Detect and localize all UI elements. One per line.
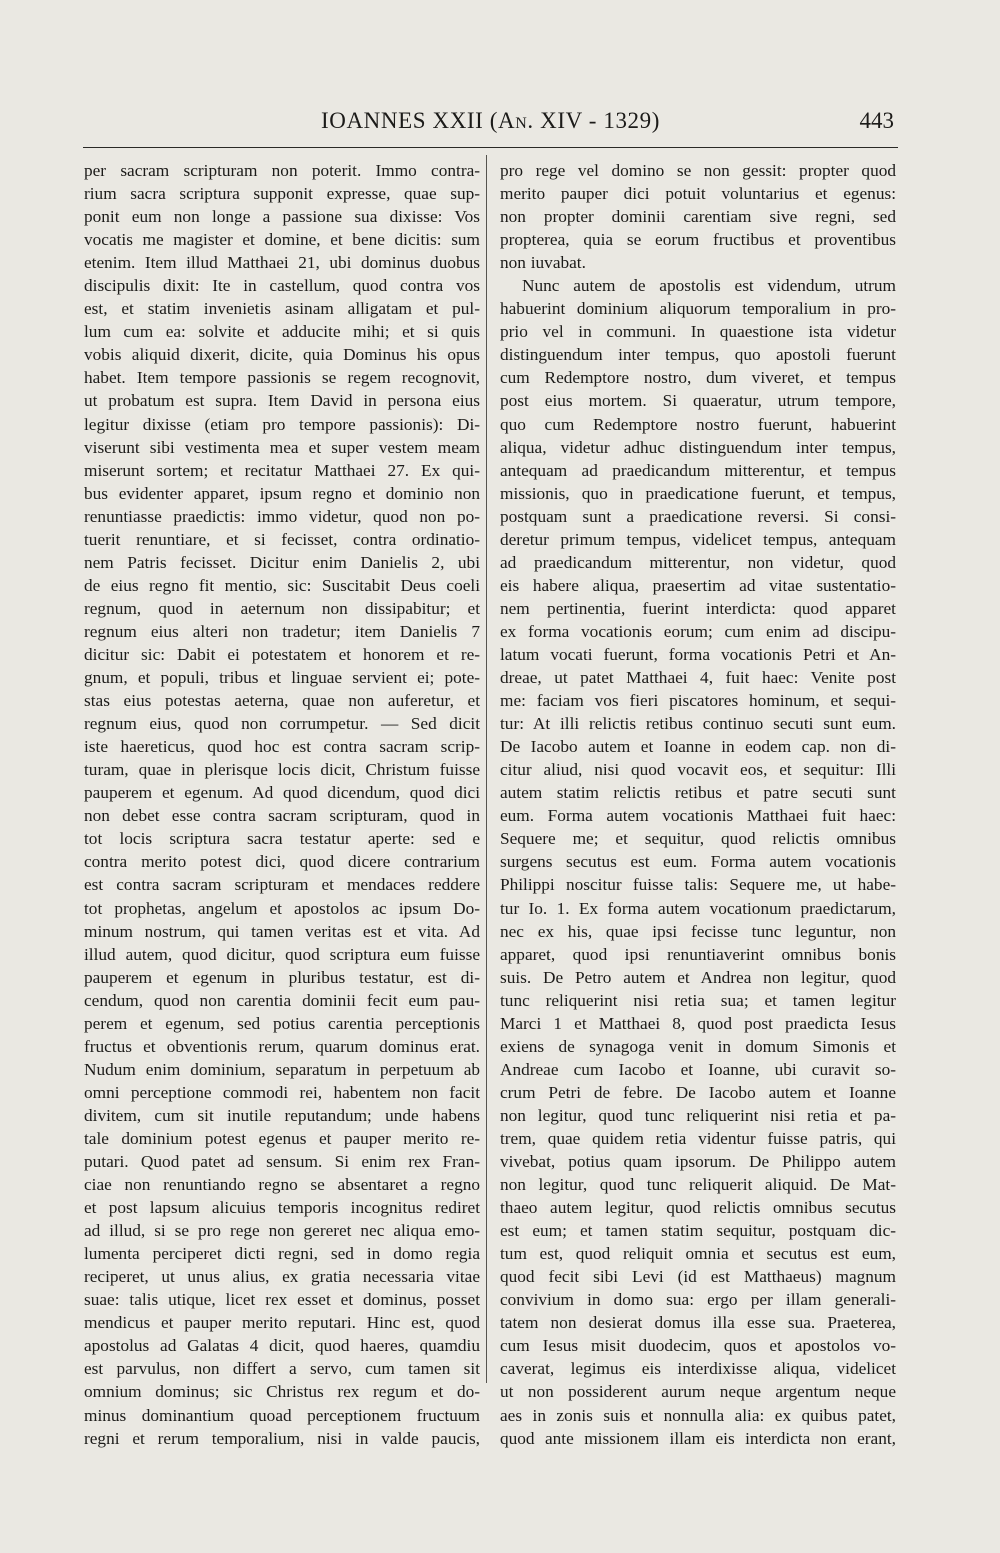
text-line: etenim. Item illud Matthaei 21, ubi dominus duobus — [84, 253, 480, 273]
text-line: minus dominantium quoad perceptionem fructuum — [84, 1405, 480, 1425]
header-rule — [83, 147, 898, 148]
text-line: Nunc autem de apostolis est videndum, utrum — [522, 276, 896, 296]
text-line: eum. Forma autem vocationis Matthaei fuit haec: — [500, 806, 896, 826]
text-line: tunc reliquerint nisi retia sua; et tamen legitur — [500, 990, 896, 1010]
text-line: tur Io. 1. Ex forma autem vocationum praedictarum, — [500, 898, 896, 918]
text-line: lum cum ea: solvite et adducite mihi; et si quis — [84, 322, 480, 342]
text-line: tur: At illi relictis retibus continuo secuti sunt eum. — [500, 714, 896, 734]
text-line: minum nostrum, qui tamen veritas est et vita. Ad — [84, 921, 480, 941]
text-line: est contra sacram scripturam et mendaces reddere — [84, 875, 480, 895]
text-line: habuerint dominium aliquorum temporalium in pro- — [500, 299, 896, 319]
text-line: habet. Item tempore passionis se regem recognovit, — [84, 368, 480, 388]
text-line: renuntiasse praedictis: immo videtur, quod non po- — [84, 506, 480, 526]
text-line: contra merito potest dici, quod dicere contrarium — [84, 852, 480, 872]
text-line: illud autem, quod dicitur, quod scriptura eum fuisse — [84, 944, 480, 964]
text-line: reciperet, ut unus alius, ex gratia necessaria vitae — [84, 1267, 480, 1287]
text-line: merito pauper dici potuit voluntarius et egenus: — [500, 184, 896, 204]
text-line: convivium in domo sua: ergo per illam generali- — [500, 1290, 896, 1310]
text-line: autem statim relictis retibus et patre secuti sunt — [500, 783, 896, 803]
text-line: ad illud, si se pro rege non gereret nec aliqua emo- — [84, 1221, 480, 1241]
text-line: aliqua, videtur adhuc distinguendum inter tempus, — [500, 437, 896, 457]
text-line: dreae, ut patet Matthaei 4, fuit haec: Venite post — [500, 668, 896, 688]
text-line: De Iacobo autem et Ioanne in eodem cap. non di- — [500, 737, 896, 757]
text-line: iste haereticus, quod hoc est contra sacram scrip- — [84, 737, 480, 757]
text-line: ut non possiderent aurum neque argentum neque — [500, 1382, 896, 1402]
text-line: et post lapsum alicuius temporis incognitus rediret — [84, 1198, 480, 1218]
text-line: nem Patris fecisset. Dicitur enim Danielis 2, ubi — [84, 552, 480, 572]
text-line: de eius regno fit mentio, sic: Suscitabit Deus coeli — [84, 575, 480, 595]
text-line: postquam sunt a praedicatione reversi. Si consi- — [500, 506, 896, 526]
text-line: est eum; et tamen statim sequitur, postquam dic- — [500, 1221, 896, 1241]
text-line: citur aliud, nisi quod vocavit eos, et sequitur: Illi — [500, 760, 896, 780]
column-divider — [486, 155, 487, 1383]
text-line: exiens de synagoga venit in domum Simonis et — [500, 1036, 896, 1056]
text-line: Andreae cum Iacobo et Ioanne, ubi curavit so- — [500, 1059, 896, 1079]
text-line: quod fecit sibi Levi (id est Matthaeus) magnum — [500, 1267, 896, 1287]
text-line: non legitur, quod tunc reliquerit aliquid. De Mat- — [500, 1175, 896, 1195]
text-line: tot prophetas, angelum et apostolos ac ipsum Do- — [84, 898, 480, 918]
text-line: dicitur sic: Dabit ei potestatem et honorem et re- — [84, 644, 480, 664]
text-line: non legitur, quod tunc reliquerint nisi retia et pa- — [500, 1105, 896, 1125]
text-line: regnum, quod in aeternum non dissipabitur; et — [84, 598, 480, 618]
text-line: apparet, quod ipsi renuntiaverint omnibus bonis — [500, 944, 896, 964]
text-line: missionis, quo in praedicatione fuerunt, et tempus, — [500, 483, 896, 503]
text-line: Marci 1 et Matthaei 8, quod post praedicta Iesus — [500, 1013, 896, 1033]
right-text-column — [500, 159, 896, 1450]
text-line: rium sacra scriptura supponit expresse, quae sup- — [84, 184, 480, 204]
text-line: regnum eius, quod non corrumpetur. — Sed dicit — [84, 714, 480, 734]
text-line: vivebat, potius quam ipsorum. De Philippo autem — [500, 1152, 896, 1172]
text-line: non iuvabat. — [500, 253, 586, 273]
text-line: ex forma vocationis eorum; cum enim ad discipu- — [500, 621, 896, 641]
text-line: crum Petri de febre. De Iacobo autem et Ioanne — [500, 1082, 896, 1102]
text-line: suae: talis utique, licet rex esset et dominus, posset — [84, 1290, 480, 1310]
text-line: tum est, quod reliquit omnia et secutus est eum, — [500, 1244, 896, 1264]
text-line: cendum, quod non carentia dominii fecit eum pau- — [84, 990, 480, 1010]
text-line: caverat, legimus eis interdixisse aliqua, videlicet — [500, 1359, 896, 1379]
text-line: viserunt sibi vestimenta mea et super vestem meam — [84, 437, 480, 457]
text-line: apostolus ad Galatas 4 dicit, quod haeres, quamdiu — [84, 1336, 480, 1356]
text-line: Nudum enim dominium, separatum in perpetuum ab — [84, 1059, 480, 1079]
text-line: fructus et obventionis rerum, quarum dominus erat. — [84, 1036, 480, 1056]
text-line: thaeo autem legitur, quod relictis omnibus secutus — [500, 1198, 896, 1218]
text-line: latum vocati fuerunt, forma vocationis Petri et An- — [500, 644, 896, 664]
text-line: ponit eum non longe a passione sua dixisse: Vos — [84, 207, 480, 227]
left-text-column — [84, 159, 480, 1450]
text-line: ciae non renuntiando regno se absentaret a regno — [84, 1175, 480, 1195]
text-line: Sequere me; et sequitur, quod relictis omnibus — [500, 829, 896, 849]
text-line: nem pertinentia, fuerint interdicta: quod apparet — [500, 598, 896, 618]
text-line: Philippi noscitur fuisse talis: Sequere me, ut habe- — [500, 875, 896, 895]
text-line: ut probatum est supra. Item David in persona eius — [84, 391, 480, 411]
text-line: cum Redemptore nostro, dum viveret, et tempus — [500, 368, 896, 388]
page-number: 443 — [859, 108, 894, 133]
text-line: pauperem et egenum in pluribus testatur, est di- — [84, 967, 480, 987]
running-title: IOANNES XXII (An. XIV - 1329) — [321, 108, 660, 133]
text-line: non debet esse contra sacram scripturam, quod in — [84, 806, 480, 826]
text-line: omnium dominus; sic Christus rex regum et do- — [84, 1382, 480, 1402]
text-line: quo cum Redemptore nostro fuerunt, habuerint — [500, 414, 896, 434]
text-line: propterea, quia se eorum fructibus et proventibus — [500, 230, 896, 250]
text-line: aes in zonis suis et nonnulla alia: ex quibus patet, — [500, 1405, 896, 1425]
text-line: non propter dominii carentiam sive regni, sed — [500, 207, 896, 227]
page-header — [83, 108, 898, 144]
text-line: prio vel in communi. In quaestione ista videtur — [500, 322, 896, 342]
text-line: tale dominium potest egenus et pauper merito re- — [84, 1128, 480, 1148]
text-line: est, et statim invenietis asinam alligatam et pul- — [84, 299, 480, 319]
text-line: mendicus et pauper merito reputari. Hinc est, quod — [84, 1313, 480, 1333]
text-line: cum Iesus misit duodecim, quos et apostolos vo- — [500, 1336, 896, 1356]
text-line: pauperem et egenum. Ad quod dicendum, quod dici — [84, 783, 480, 803]
text-line: divitem, cum sit inutile reputandum; unde habens — [84, 1105, 480, 1125]
text-line: tot locis scriptura sacra testatur aperte: sed e — [84, 829, 480, 849]
text-line: eis habere aliqua, praesertim ad vitae sustentatio- — [500, 575, 896, 595]
text-line: discipulis dixit: Ite in castellum, quod contra vos — [84, 276, 480, 296]
text-line: stas eius potestas aeterna, quae non auferetur, et — [84, 691, 480, 711]
text-line: lumenta perciperet dicti regni, sed in domo regia — [84, 1244, 480, 1264]
text-line: deretur primum tempus, videlicet tempus, antequam — [500, 529, 896, 549]
text-line: distinguendum inter tempus, quo apostoli fuerunt — [500, 345, 896, 365]
text-line: tatem non desierat domus illa esse sua. Praeterea, — [500, 1313, 896, 1333]
text-line: regni et rerum temporalium, nisi in valde paucis, — [84, 1428, 480, 1448]
text-line: omni perceptione commodi rei, habentem non facit — [84, 1082, 480, 1102]
text-line: vobis aliquid dixerit, dicite, quia Dominus his opus — [84, 345, 480, 365]
text-line: gnum, et populi, tribus et linguae servient ei; pote- — [84, 668, 480, 688]
text-line: pro rege vel domino se non gessit: propter quod — [500, 161, 896, 180]
text-line: vocatis me magister et domine, et bene dicitis: sum — [84, 230, 480, 250]
text-line: turam, quae in plerisque locis dicit, Christum fuisse — [84, 760, 480, 780]
text-line: putari. Quod patet ad sensum. Si enim rex Fran- — [84, 1152, 480, 1172]
text-line: me: faciam vos fieri piscatores hominum, et sequi- — [500, 691, 896, 711]
text-line: suis. De Petro autem et Andrea non legitur, quod — [500, 967, 896, 987]
text-line: perem et egenum, sed potius carentia perceptionis — [84, 1013, 480, 1033]
text-line: surgens secutus est eum. Forma autem vocationis — [500, 852, 896, 872]
text-line: legitur dixisse (etiam pro tempore passionis): Di- — [84, 414, 480, 434]
text-line: bus evidenter apparet, ipsum regno et dominio non — [84, 483, 480, 503]
text-line: antequam ad praedicandum mitterentur, et tempus — [500, 460, 896, 480]
text-line: per sacram scripturam non poterit. Immo contra- — [84, 161, 480, 180]
text-line: ad praedicandum mitterentur, non videtur, quod — [500, 552, 896, 572]
text-line: post eius mortem. Si quaeratur, utrum tempore, — [500, 391, 896, 411]
text-line: est parvulus, non differt a servo, cum tamen sit — [84, 1359, 480, 1379]
text-line: nec ex his, quae ipsi fecisse tunc leguntur, non — [500, 921, 896, 941]
text-line: tuerit renuntiare, et si fecisset, contra ordinatio- — [84, 529, 480, 549]
text-line: miserunt sortem; et recitatur Matthaei 27. Ex qui- — [84, 460, 480, 480]
text-line: trem, quae quidem retia videntur fuisse patris, qui — [500, 1128, 896, 1148]
text-line: quod ante missionem illam eis interdicta non erant, — [500, 1428, 896, 1448]
text-line: regnum eius alteri non tradetur; item Danielis 7 — [84, 621, 480, 641]
